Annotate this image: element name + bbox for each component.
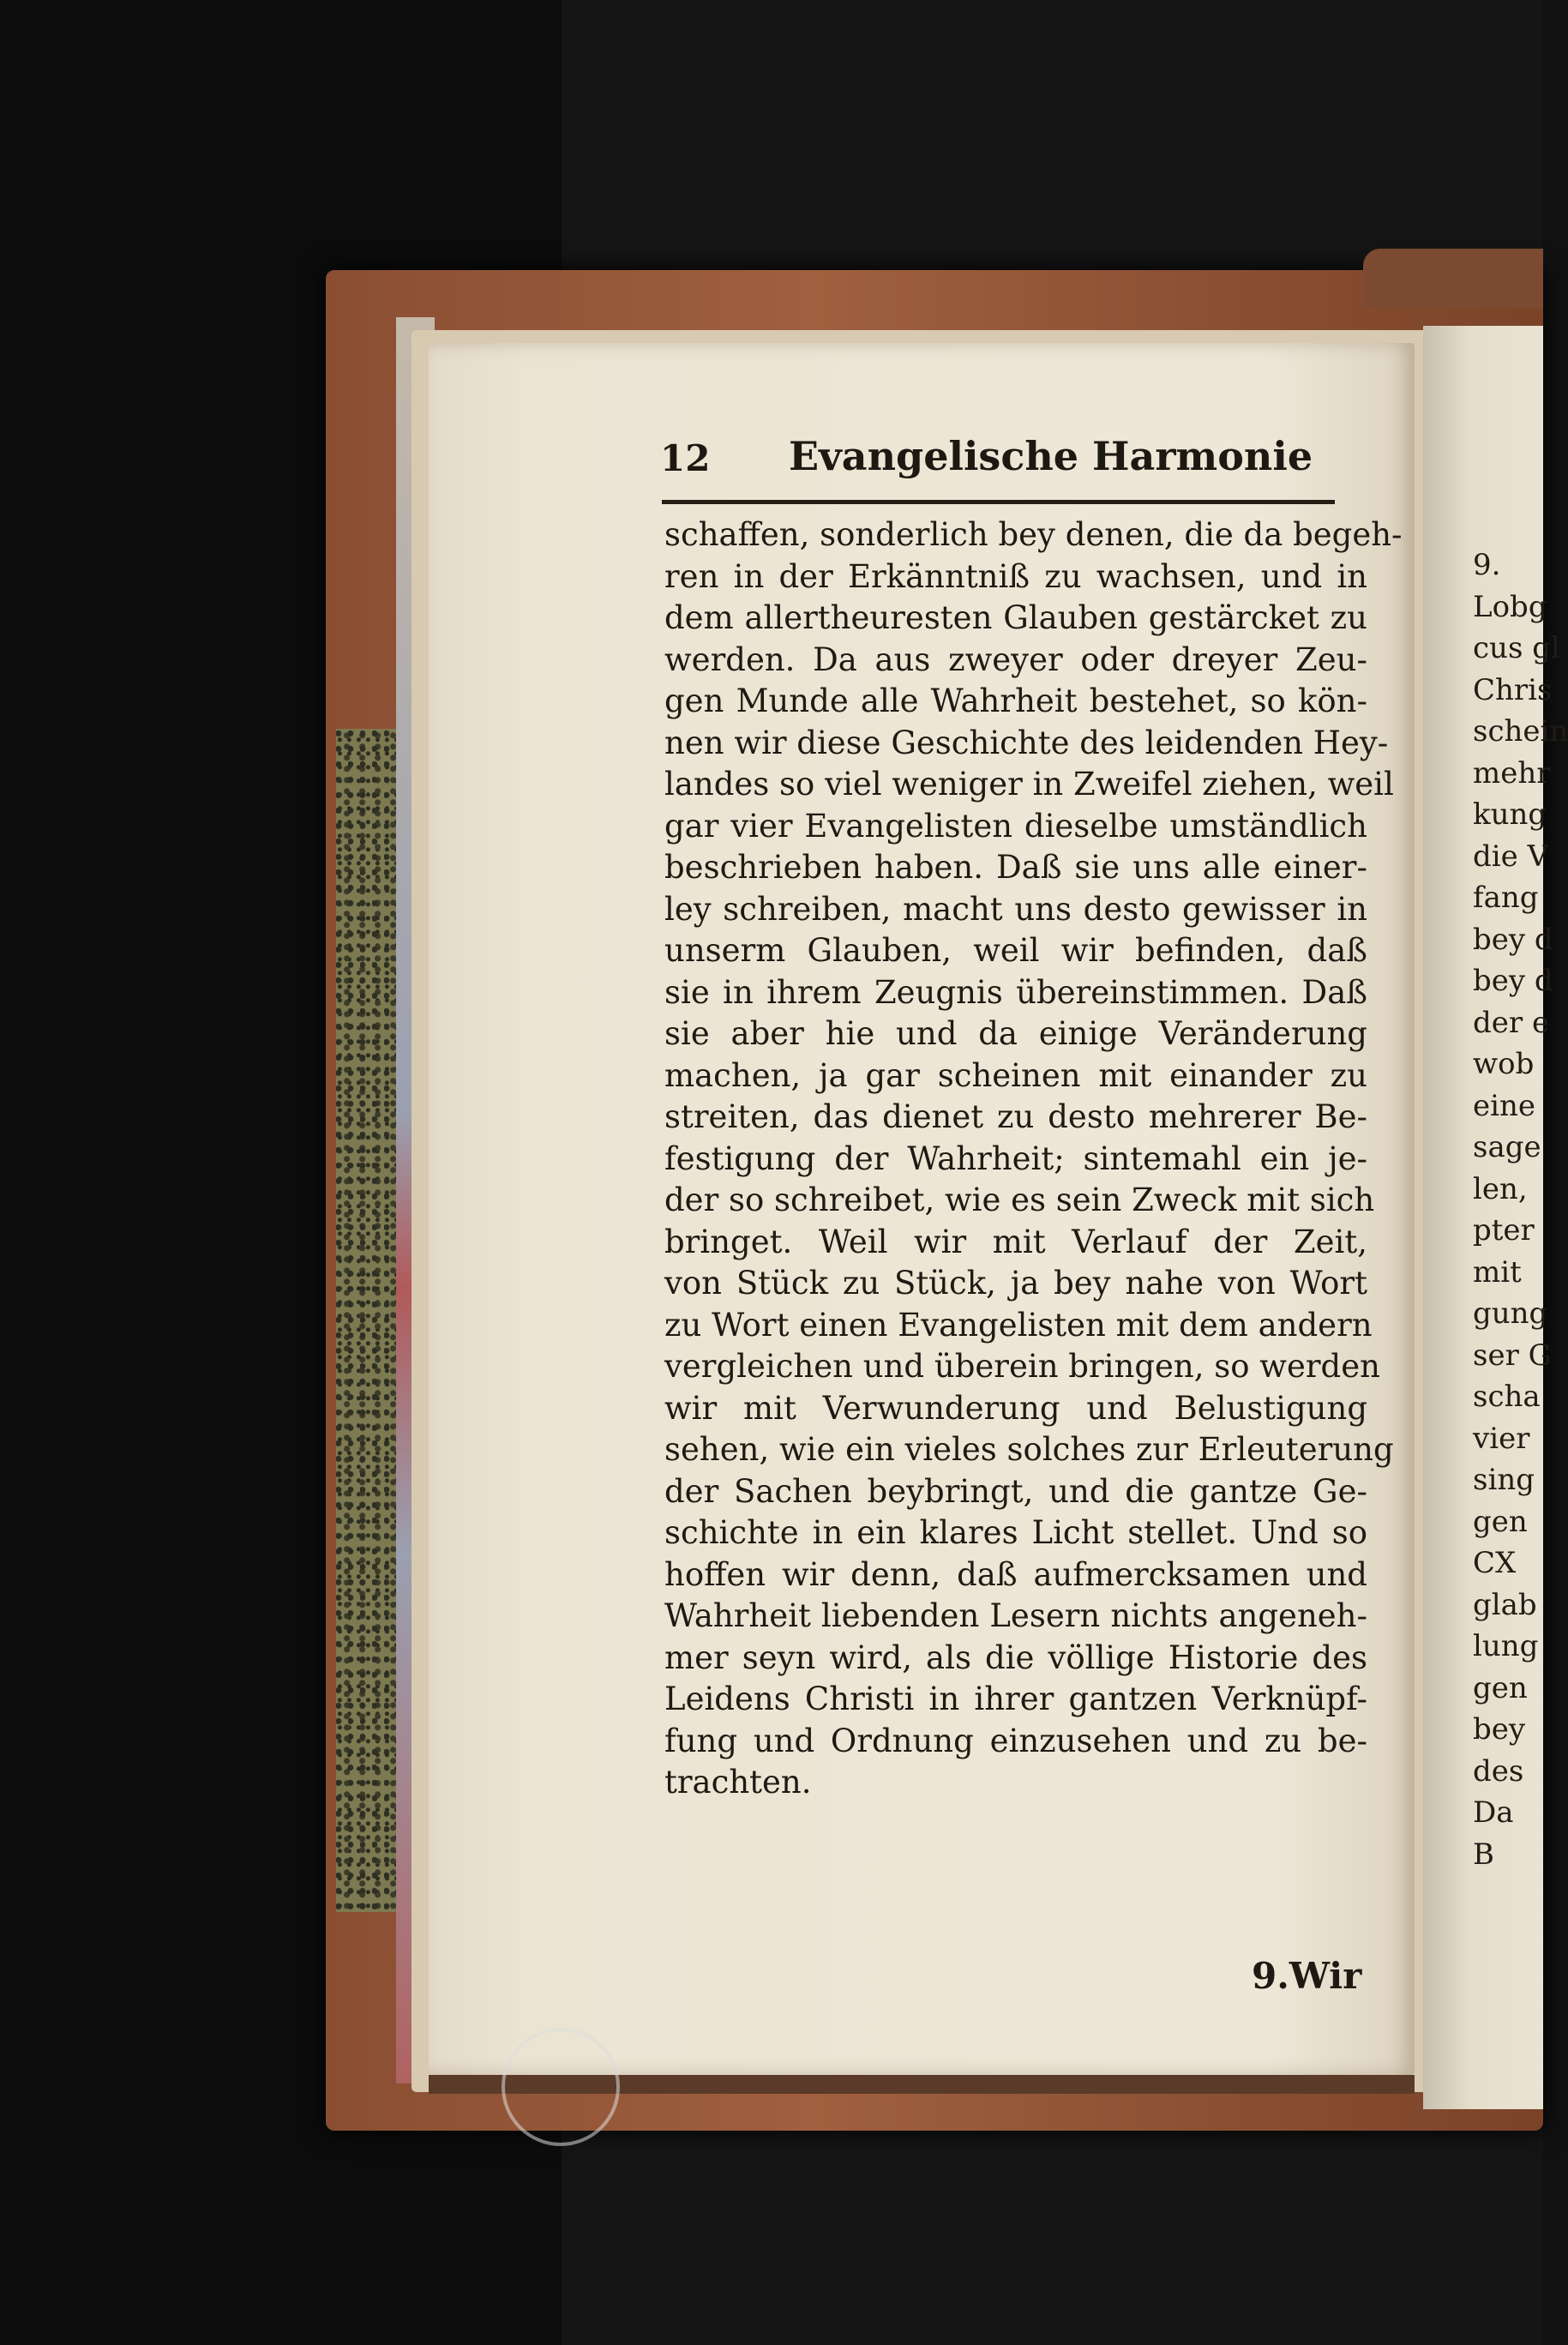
- right-page-line: B: [1473, 1837, 1494, 1872]
- right-page-line: eine: [1473, 1088, 1536, 1123]
- text-line: zu Wort einen Evangelisten mit dem andern: [664, 1306, 1373, 1344]
- book-spine: [1363, 249, 1543, 309]
- right-page-line: mehr: [1473, 755, 1551, 791]
- text-line: schichte in ein klares Licht stellet. Und so: [664, 1514, 1367, 1551]
- right-page-line: sage: [1473, 1130, 1541, 1164]
- text-line: der Sachen beybringt, und die gantze Ge-: [664, 1472, 1367, 1510]
- right-page-line: ser G: [1473, 1338, 1552, 1373]
- text-line: werden. Da aus zweyer oder dreyer Zeu-: [664, 640, 1367, 678]
- right-page-line: fang: [1473, 881, 1539, 915]
- text-line: Leidens Christi in ihrer gantzen Verknüpf-: [664, 1681, 1367, 1717]
- right-page-line: CX: [1473, 1546, 1517, 1580]
- right-page-line: Lobg: [1473, 589, 1547, 624]
- text-line: vergleichen und überein bringen, so werden: [664, 1348, 1380, 1385]
- right-page-line: lung: [1473, 1629, 1539, 1663]
- text-line: gar vier Evangelisten dieselbe umständlich: [664, 807, 1367, 845]
- text-line: dem allertheuresten Glauben gestärcket zu: [664, 599, 1367, 636]
- text-line: mer seyn wird, als die völlige Historie des: [664, 1638, 1367, 1676]
- right-page-line: mit: [1473, 1254, 1522, 1290]
- right-page-line: bey d: [1473, 964, 1553, 998]
- right-page-line: schein: [1473, 714, 1568, 749]
- text-line: sehen, wie ein vieles solches zur Erleuterung: [664, 1431, 1394, 1468]
- text-line: fung und Ordnung einzusehen und zu be-: [664, 1722, 1367, 1759]
- text-line: Wahrheit liebenden Lesern nichts angeneh-: [664, 1597, 1367, 1634]
- text-line: ley schreiben, macht uns desto gewisser in: [664, 890, 1367, 928]
- text-line: sie in ihrem Zeugnis übereinstimmen. Daß: [664, 973, 1367, 1011]
- page-header: [660, 433, 1337, 502]
- running-title: Evangelische Harmonie: [789, 433, 1313, 479]
- right-page-line: cus gl: [1473, 631, 1560, 665]
- right-page-line: der e: [1473, 1005, 1550, 1040]
- text-line: bringet. Weil wir mit Verlauf der Zeit,: [664, 1223, 1367, 1260]
- text-line: der so schreibet, wie es sein Zweck mit sich: [664, 1182, 1375, 1218]
- text-line: landes so viel weniger in Zweifel ziehen, weil: [664, 766, 1394, 803]
- text-line: nen wir diese Geschichte des leidenden Hey-: [664, 724, 1389, 761]
- right-page-line: vier: [1473, 1421, 1530, 1456]
- right-page-line: Da: [1473, 1795, 1514, 1830]
- text-line: unserm Glauben, weil wir befinden, daß: [664, 932, 1367, 969]
- text-line: schaffen, sonderlich bey denen, die da begeh-: [664, 516, 1403, 553]
- right-page-line: bey: [1473, 1712, 1526, 1747]
- header-rule: [662, 500, 1335, 504]
- text-line: machen, ja gar scheinen mit einander zu: [664, 1056, 1367, 1094]
- right-page-line: pter: [1473, 1213, 1535, 1248]
- text-line: hoffen wir denn, daß aufmercksamen und: [664, 1555, 1367, 1593]
- text-line: trachten.: [664, 1764, 812, 1801]
- right-page-line: bey d: [1473, 922, 1553, 957]
- right-page-line: gung: [1473, 1296, 1548, 1331]
- right-page-text: [1473, 544, 1568, 1875]
- right-page-line: wob: [1473, 1047, 1535, 1081]
- right-page-line: sing: [1473, 1463, 1535, 1497]
- right-page-line: glab: [1473, 1587, 1537, 1622]
- right-page-line: gen: [1473, 1504, 1528, 1539]
- right-page-line: gen: [1473, 1670, 1528, 1705]
- right-page-line: kung: [1473, 797, 1547, 832]
- text-line: beschrieben haben. Daß sie uns alle einer-: [664, 849, 1367, 886]
- right-page-line: scha: [1473, 1380, 1541, 1414]
- right-page-line: die V: [1473, 839, 1549, 874]
- right-page-line: 9.: [1473, 548, 1501, 582]
- text-line: ren in der Erkänntniß zu wachsen, und in: [664, 557, 1367, 595]
- text-line: festigung der Wahrheit; sintemahl ein je-: [664, 1139, 1367, 1177]
- text-line: sie aber hie und da einige Veränderung: [664, 1015, 1367, 1052]
- catchword: 9.Wir: [1252, 1955, 1362, 1997]
- right-page-line: len,: [1473, 1171, 1528, 1206]
- reflection-ring: [502, 2028, 620, 2146]
- body-text: [664, 514, 1403, 1804]
- right-page-line: des: [1473, 1753, 1524, 1789]
- text-line: gen Munde alle Wahrheit bestehet, so kön-: [664, 682, 1367, 719]
- page-number: 12: [660, 437, 711, 479]
- text-line: streiten, das dienet zu desto mehrerer Be-: [664, 1098, 1367, 1135]
- text-line: von Stück zu Stück, ja bey nahe von Wort: [664, 1265, 1367, 1302]
- text-line: wir mit Verwunderung und Belustigung: [664, 1389, 1367, 1427]
- marbled-edge: [336, 729, 396, 1912]
- right-page-line: Chris: [1473, 672, 1553, 707]
